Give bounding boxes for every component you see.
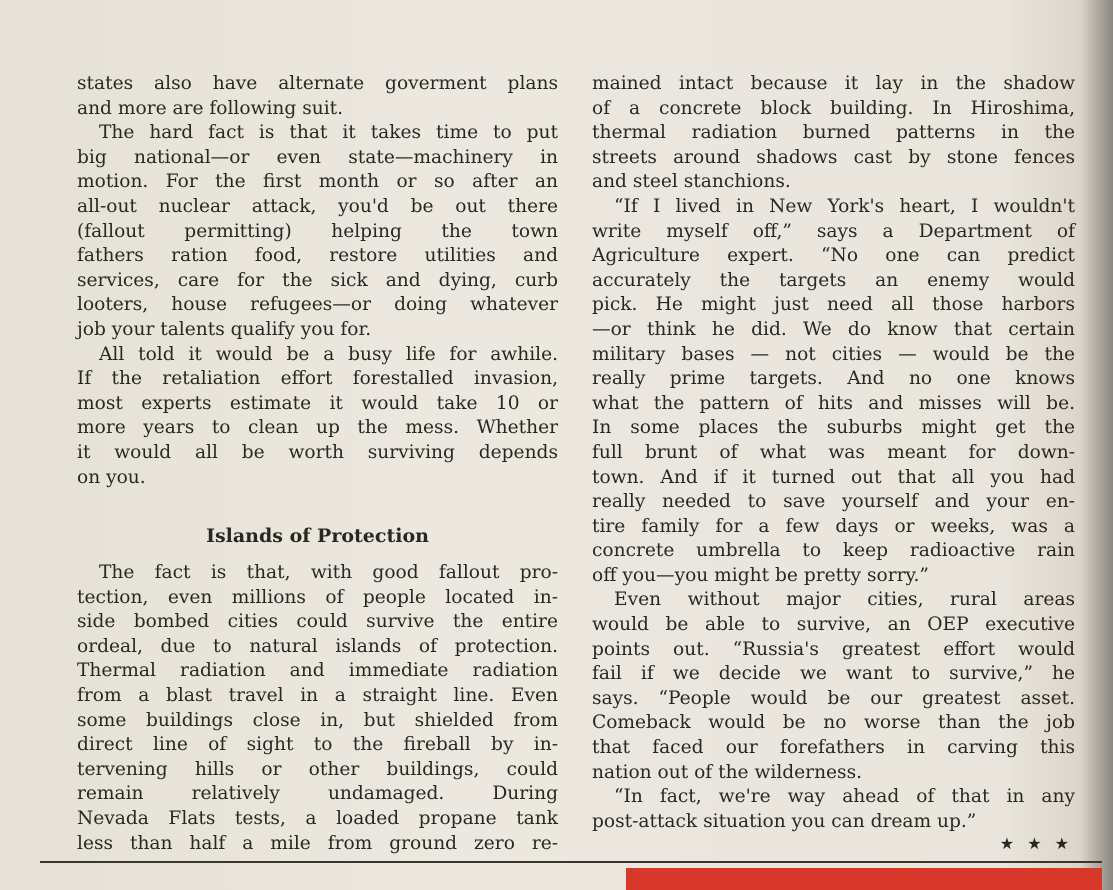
text-line: fail if we decide we want to survive,” he — [592, 663, 1075, 685]
text-line: would be able to survive, an OEP executive — [592, 614, 1075, 636]
text-line: of a concrete block building. In Hiroshima, — [592, 97, 1075, 119]
text-line: Thermal radiation and immediate radiation — [77, 660, 558, 682]
text-line: “If I lived in New York's heart, I wouldn't — [614, 195, 1075, 217]
text-line: Nevada Flats tests, a loaded propane tank — [77, 807, 558, 829]
text-line: less than half a mile from ground zero re- — [77, 832, 558, 854]
text-line: some buildings close in, but shielded from — [77, 709, 558, 731]
text-line: direct line of sight to the fireball by in- — [77, 734, 558, 756]
text-line: states also have alternate goverment plans — [77, 73, 558, 94]
text-line: motion. For the first month or so after an — [77, 171, 558, 193]
paragraph — [77, 561, 558, 856]
text-line: accurately the targets an enemy would — [592, 269, 1075, 291]
text-line: remain relatively undamaged. During — [77, 783, 558, 805]
text-line: (fallout permitting) helping the town — [77, 220, 558, 242]
text-line: full brunt of what was meant for down- — [592, 441, 1075, 463]
text-line: Agriculture expert. “No one can predict — [592, 245, 1075, 267]
text-line: and steel stanchions. — [592, 171, 791, 193]
text-line: fathers ration food, restore utilities and — [77, 245, 558, 267]
text-line: pick. He might just need all those harbors — [592, 294, 1075, 316]
text-line: it would all be worth surviving depends — [77, 441, 558, 463]
paragraph — [592, 588, 1075, 785]
left-column-bottom — [77, 561, 558, 856]
paragraph — [592, 195, 1075, 589]
text-line: The fact is that, with good fallout pro- — [99, 562, 558, 583]
text-line: what the pattern of hits and misses will be. — [592, 392, 1075, 414]
text-line: town. And if it turned out that all you had — [592, 466, 1075, 488]
text-line: concrete umbrella to keep radioactive rain — [592, 540, 1075, 562]
text-line: tervening hills or other buildings, could — [77, 758, 558, 780]
text-line: nation out of the wilderness. — [592, 761, 863, 783]
text-line: points out. “Russia's greatest effort would — [592, 638, 1075, 660]
text-line: “In fact, we're way ahead of that in any — [614, 786, 1075, 808]
text-line: big national—or even state—machinery in — [77, 146, 558, 168]
text-line: more years to clean up the mess. Whether — [77, 417, 558, 439]
text-line: looters, house refugees—or doing whatever — [77, 294, 558, 316]
text-line: write myself off,” says a Department of — [592, 220, 1075, 242]
red-color-block — [626, 868, 1102, 890]
text-line: from a blast travel in a straight line. Even — [77, 684, 558, 706]
divider-rule — [40, 861, 1102, 863]
text-line: tection, even millions of people located in- — [77, 586, 558, 608]
text-line: —or think he did. We do know that certain — [592, 318, 1075, 340]
text-line: tire family for a few days or weeks, was a — [592, 515, 1075, 537]
paragraph — [77, 72, 558, 121]
left-column-top — [77, 72, 558, 490]
text-line: services, care for the sick and dying, curb — [77, 269, 558, 291]
text-line: really prime targets. And no one knows — [592, 368, 1075, 390]
text-line: all-out nuclear attack, you'd be out there — [77, 195, 558, 217]
text-line: All told it would be a busy life for awhile. — [99, 343, 558, 365]
text-line: In some places the suburbs might get the — [592, 417, 1075, 439]
text-line: side bombed cities could survive the entire — [77, 611, 558, 633]
text-line: ordeal, due to natural islands of protection. — [77, 635, 558, 657]
text-line: thermal radiation burned patterns in the — [592, 122, 1075, 144]
text-line: job your talents qualify you for. — [77, 318, 372, 340]
text-line: says. “People would be our greatest asset. — [592, 687, 1075, 709]
text-line: If the retaliation effort forestalled invasion, — [77, 368, 558, 390]
paragraph — [77, 343, 558, 491]
text-line: really needed to save yourself and your en- — [592, 491, 1075, 513]
text-line: streets around shadows cast by stone fences — [592, 146, 1075, 168]
text-line: that faced our forefathers in carving this — [592, 737, 1075, 759]
text-line: and more are following suit. — [77, 97, 344, 119]
text-line: The hard fact is that it takes time to put — [99, 122, 558, 144]
text-line: post-attack situation you can dream up.” — [592, 810, 977, 832]
end-mark: ★ ★ ★ — [999, 834, 1073, 853]
paragraph — [592, 785, 1075, 834]
text-line: mained intact because it lay in the shadow — [592, 73, 1075, 94]
section-heading: Islands of Protection — [206, 525, 429, 547]
right-column — [592, 72, 1075, 834]
paragraph — [77, 121, 558, 342]
text-line: off you—you might be pretty sorry.” — [592, 564, 929, 586]
text-line: most experts estimate it would take 10 or — [77, 392, 558, 414]
text-line: military bases — not cities — would be the — [592, 343, 1075, 365]
text-line: Comeback would be no worse than the job — [592, 712, 1075, 734]
paragraph — [592, 72, 1075, 195]
text-line: Even without major cities, rural areas — [614, 589, 1075, 611]
text-line: on you. — [77, 466, 146, 488]
